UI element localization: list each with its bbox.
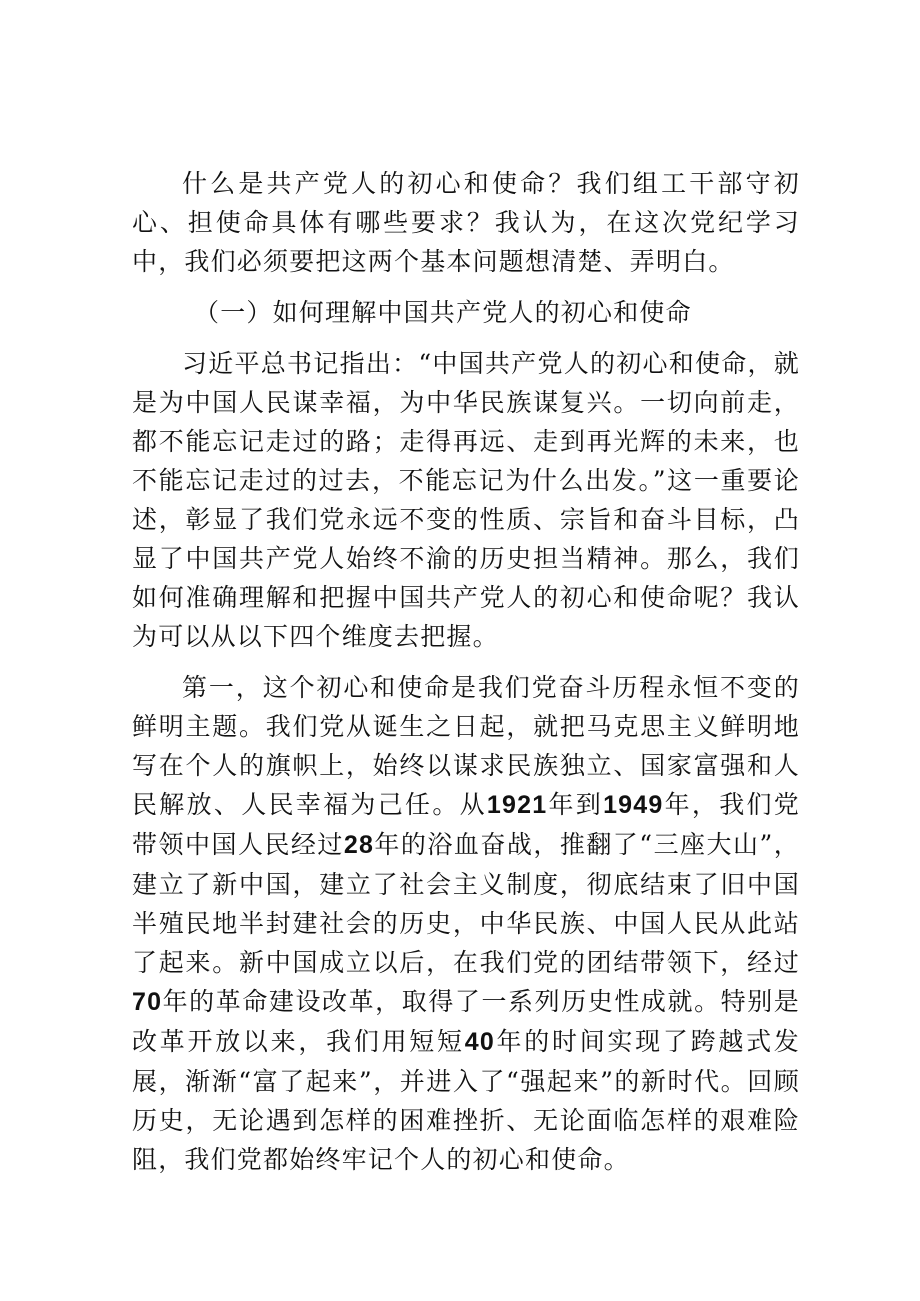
paragraph-text: 年到 [547,790,604,819]
paragraph-text: 年的浴血奋战，推翻了“三座大山”，建立了新中国，建立了社会主义制度，彻底结束了旧中国半殖民地半封建社会的历史，中华民族、中国人民从此站了起来。新中国成立以后，在我们党的团结带领下，经过 [132,830,800,977]
quote-paragraph: 习近平总书记指出：“中国共产党人的初心和使命，就是为中国人民谋幸福，为中华民族谋复兴。一切向前走，都不能忘记走过的路；走得再远、走到再光辉的未来，也不能忘记走过的过去，不能忘记为什么出发。”这一重要论述，彰显了我们党永远不变的性质、宗旨和奋斗目标，凸显了中国共产党人始终不渝的历史担当精神。那么，我们如何准确理解和把握中国共产党人的初心和使命呢？我认为可以从以下四个维度去把握。 [132,349,800,651]
intro-paragraph: 什么是共产党人的初心和使命？我们组工干部守初心、担使命具体有哪些要求？我认为，在这次党纪学习中，我们必须要把这两个基本问题想清楚、弄明白。 [132,169,800,276]
year-number: 1921 [486,791,548,819]
section-heading: （一）如何理解中国共产党人的初心和使命 [194,298,692,327]
paragraph-text: 年的时间实现了跨越式发展，渐渐“富了起来”，并进入了“强起来”的新时代。回顾历史，无论遇到怎样的困难挫折、无论面临怎样的艰难险阻，我们党都始终牢记个人的初心和使命。 [132,1027,801,1174]
duration-number: 70 [132,988,163,1016]
duration-number: 40 [464,1028,495,1056]
first-point-paragraph [132,668,800,1179]
year-number: 1949 [603,791,664,819]
duration-number: 28 [343,831,375,859]
paragraph-text: 年，我们党带领中国人民经过 [132,790,800,859]
paragraph-text: 第一，这个初心和使命是我们党奋斗历程永恒不变的鲜明主题。我们党从诞生之日起，就把马克思主义鲜明地写在个人的旗帜上，始终以谋求民族独立、国家富强和人民解放、人民幸福为己任。从 [132,673,800,819]
paragraph-text: 年的革命建设改革，取得了一系列历史性成就。特别是改革开放以来，我们用短短 [132,987,800,1056]
document-body [132,164,800,1191]
